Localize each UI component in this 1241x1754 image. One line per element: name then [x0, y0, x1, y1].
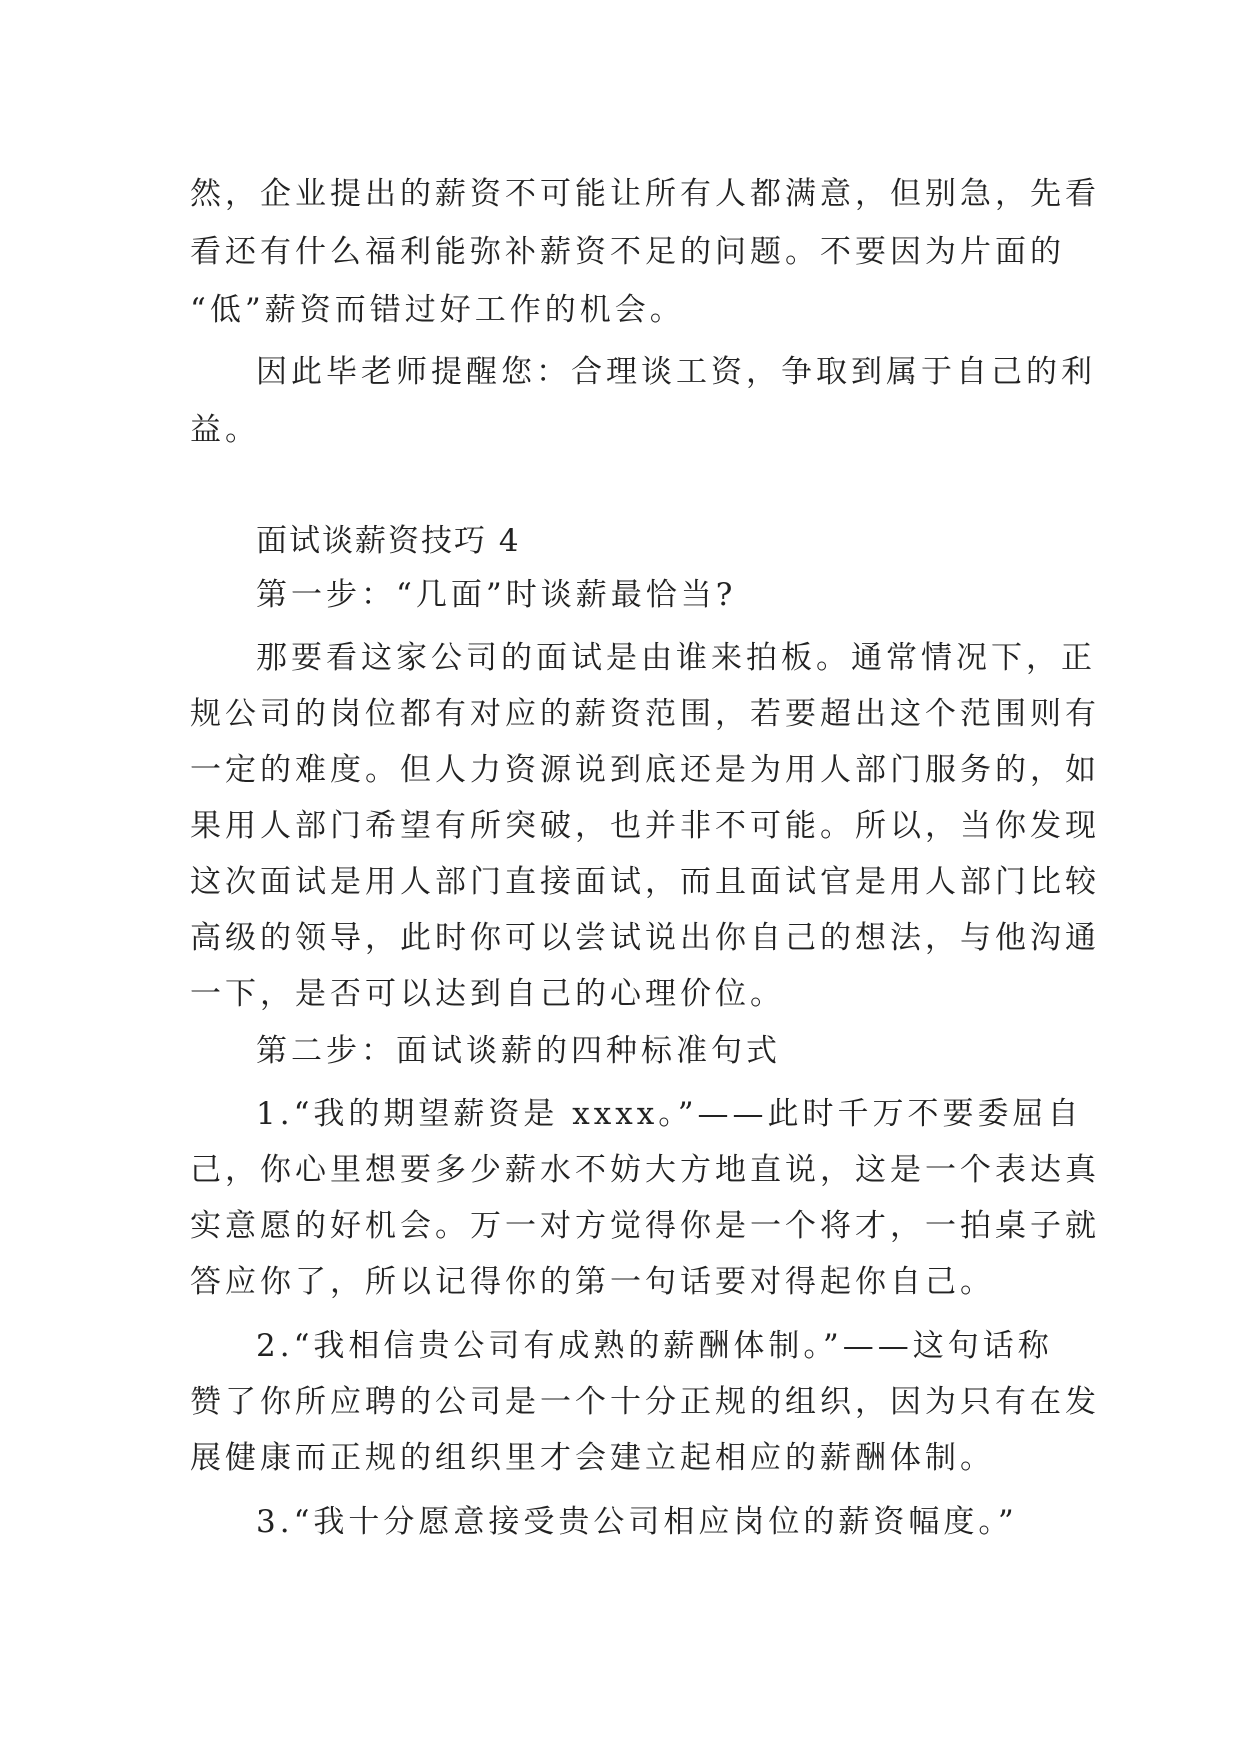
text-line: 实意愿的好机会。万一对方觉得你是一个将才，一拍桌子就 — [190, 1208, 1100, 1244]
text-line: 这次面试是用人部门直接面试，而且面试官是用人部门比较 — [190, 864, 1100, 900]
text-line: 2.“我相信贵公司有成熟的薪酬体制。”——这句话称 — [256, 1328, 1053, 1364]
text-line: 那要看这家公司的面试是由谁来拍板。通常情况下，正 — [256, 640, 1096, 676]
text-line: 答应你了，所以记得你的第一句话要对得起你自己。 — [190, 1264, 995, 1300]
text-line: 己，你心里想要多少薪水不妨大方地直说，这是一个表达真 — [190, 1152, 1100, 1188]
text-line: “低”薪资而错过好工作的机会。 — [190, 292, 685, 328]
text-line: 1.“我的期望薪资是 xxxx。”——此时千万不要委屈自 — [256, 1096, 1083, 1132]
step-heading: 第二步：面试谈薪的四种标准句式 — [256, 1033, 781, 1069]
text-line: 看还有什么福利能弥补薪资不足的问题。不要因为片面的 — [190, 234, 1065, 270]
text-line: 一定的难度。但人力资源说到底还是为用人部门服务的，如 — [190, 752, 1100, 788]
text-line: 因此毕老师提醒您：合理谈工资，争取到属于自己的利 — [256, 354, 1096, 390]
text-line: 果用人部门希望有所突破，也并非不可能。所以，当你发现 — [190, 808, 1100, 844]
text-line: 高级的领导，此时你可以尝试说出你自己的想法，与他沟通 — [190, 920, 1100, 956]
text-line: 然，企业提出的薪资不可能让所有人都满意，但别急，先看 — [190, 176, 1100, 212]
text-line: 益。 — [190, 412, 260, 448]
text-line: 赞了你所应聘的公司是一个十分正规的组织，因为只有在发 — [190, 1384, 1100, 1420]
section-heading: 面试谈薪资技巧 4 — [256, 523, 521, 559]
text-line: 3.“我十分愿意接受贵公司相应岗位的薪资幅度。” — [256, 1504, 1018, 1540]
text-line: 展健康而正规的组织里才会建立起相应的薪酬体制。 — [190, 1440, 995, 1476]
text-line: 一下，是否可以达到自己的心理价位。 — [190, 976, 785, 1012]
text-line: 规公司的岗位都有对应的薪资范围，若要超出这个范围则有 — [190, 696, 1100, 732]
step-heading: 第一步：“几面”时谈薪最恰当? — [256, 577, 737, 613]
